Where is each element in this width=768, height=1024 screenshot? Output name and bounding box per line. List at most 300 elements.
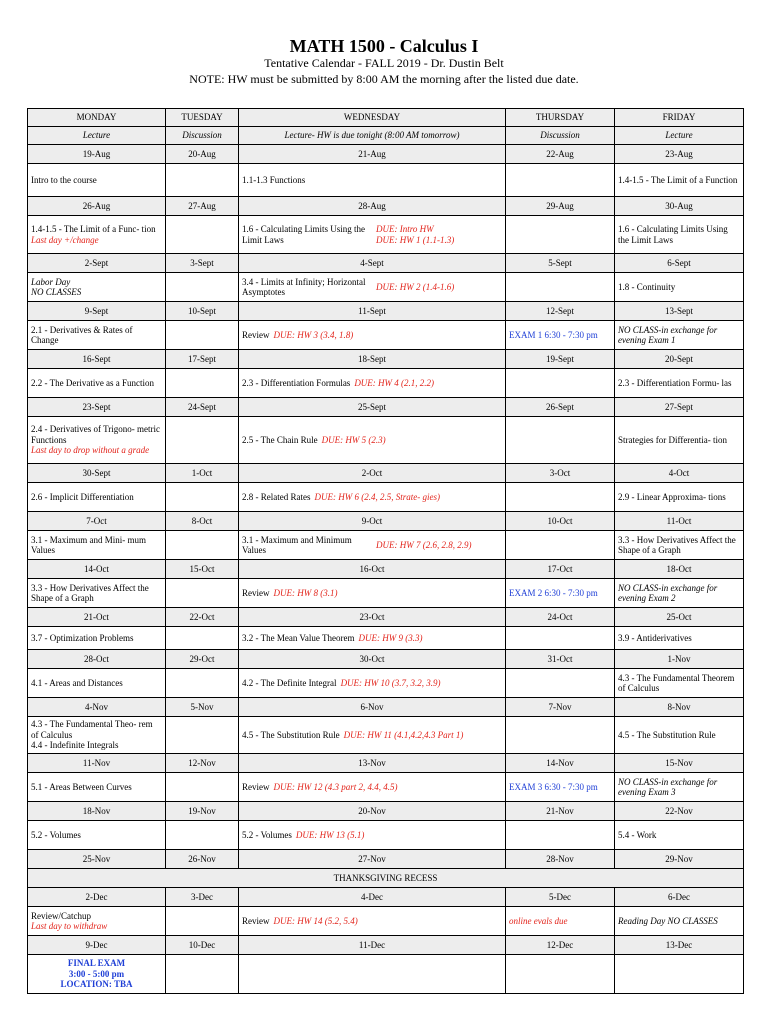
tuesday-topic-cell bbox=[166, 369, 239, 398]
cell-text: NO CLASS-in exchange for evening Exam 3 bbox=[618, 776, 718, 797]
date-cell: 21-Nov bbox=[506, 802, 615, 821]
due-line: DUE: HW 10 (3.7, 3.2, 3.9) bbox=[340, 677, 441, 688]
tuesday-final-cell bbox=[166, 955, 239, 994]
content-row bbox=[28, 369, 744, 398]
date-row bbox=[28, 650, 744, 669]
cell-text: EXAM 3 6:30 - 7:30 pm bbox=[509, 781, 598, 792]
monday-topic-cell bbox=[28, 773, 166, 802]
date-row bbox=[28, 398, 744, 417]
wednesday-topic-line bbox=[242, 916, 502, 926]
content-row bbox=[28, 627, 744, 650]
monday-topic-cell bbox=[28, 483, 166, 512]
date-row bbox=[28, 698, 744, 717]
wednesday-topic-cell bbox=[239, 579, 506, 608]
date-cell: 21-Aug bbox=[239, 145, 506, 164]
wednesday-topic-cell bbox=[239, 321, 506, 350]
date-cell: 11-Sept bbox=[239, 302, 506, 321]
content-row bbox=[28, 417, 744, 464]
date-cell: 26-Sept bbox=[506, 398, 615, 417]
date-cell: 3-Oct bbox=[506, 464, 615, 483]
date-row bbox=[28, 608, 744, 627]
cell-text: 4.5 - The Substitution Rule bbox=[618, 729, 716, 740]
monday-topic-cell bbox=[28, 273, 166, 302]
friday-topic-cell bbox=[615, 669, 744, 698]
date-cell: 8-Oct bbox=[166, 512, 239, 531]
cell-text: 5.4 - Work bbox=[618, 829, 657, 840]
cell-text: 3.9 - Antiderivatives bbox=[618, 632, 692, 643]
deadline-note: Last day +/change bbox=[31, 234, 99, 245]
monday-topic-cell bbox=[28, 321, 166, 350]
cell-text: 1.4-1.5 - The Limit of a Function bbox=[618, 174, 738, 185]
content-row bbox=[28, 216, 744, 254]
homework-due-note bbox=[274, 782, 503, 792]
date-cell: 28-Aug bbox=[239, 197, 506, 216]
date-cell: 3-Sept bbox=[166, 254, 239, 273]
thursday-topic-cell bbox=[506, 717, 615, 754]
monday-topic-cell bbox=[28, 627, 166, 650]
homework-due-note bbox=[274, 588, 503, 598]
date-cell: 17-Sept bbox=[166, 350, 239, 369]
topic-text: 4.2 - The Definite Integral bbox=[242, 677, 337, 688]
monday-topic-cell bbox=[28, 531, 166, 560]
date-cell: 20-Aug bbox=[166, 145, 239, 164]
content-row bbox=[28, 164, 744, 197]
tuesday-topic-cell bbox=[166, 717, 239, 754]
monday-topic-cell bbox=[28, 821, 166, 850]
date-cell: 15-Nov bbox=[615, 754, 744, 773]
date-cell: 30-Sept bbox=[28, 464, 166, 483]
date-cell: 8-Nov bbox=[615, 698, 744, 717]
thursday-final-cell bbox=[506, 955, 615, 994]
cell-text: NO CLASSES bbox=[31, 287, 82, 297]
content-row bbox=[28, 717, 744, 754]
content-row bbox=[28, 273, 744, 302]
date-cell: 27-Aug bbox=[166, 197, 239, 216]
cell-text: 3.3 - How Derivatives Affect the Shape of a Graph bbox=[31, 582, 149, 603]
tuesday-topic-cell bbox=[166, 627, 239, 650]
date-cell: 9-Dec bbox=[28, 936, 166, 955]
topic-text: 1.1-1.3 Functions bbox=[242, 174, 306, 185]
due-line: DUE: Intro HW bbox=[376, 224, 434, 235]
date-cell: 10-Sept bbox=[166, 302, 239, 321]
wednesday-topic-cell bbox=[239, 417, 506, 464]
thursday-topic-cell bbox=[506, 773, 615, 802]
date-cell: 6-Nov bbox=[239, 698, 506, 717]
cell-text: 2.4 - Derivatives of Trigono- metric Functions bbox=[31, 424, 160, 445]
date-row bbox=[28, 754, 744, 773]
topic-text: 2.5 - The Chain Rule bbox=[242, 434, 318, 445]
final-exam-line: 3:00 - 5:00 pm bbox=[68, 968, 125, 979]
wednesday-topic-cell bbox=[239, 483, 506, 512]
date-cell: 14-Oct bbox=[28, 560, 166, 579]
friday-final-cell bbox=[615, 955, 744, 994]
page-title: MATH 1500 - Calculus I bbox=[289, 36, 479, 56]
wednesday-topic-cell bbox=[239, 216, 506, 254]
date-row bbox=[28, 350, 744, 369]
wednesday-topic-line bbox=[242, 830, 502, 840]
thursday-topic-cell bbox=[506, 579, 615, 608]
date-cell: 27-Nov bbox=[239, 850, 506, 869]
date-cell: 22-Aug bbox=[506, 145, 615, 164]
date-cell: 1-Oct bbox=[166, 464, 239, 483]
thursday-topic-cell bbox=[506, 907, 615, 936]
deadline-note: Last day to drop without a grade bbox=[31, 445, 150, 456]
date-cell: 25-Oct bbox=[615, 608, 744, 627]
homework-due-note bbox=[314, 492, 502, 502]
date-cell: 31-Oct bbox=[506, 650, 615, 669]
date-cell: 6-Sept bbox=[615, 254, 744, 273]
date-cell: 23-Aug bbox=[615, 145, 744, 164]
date-cell: 12-Sept bbox=[506, 302, 615, 321]
wednesday-topic-line bbox=[242, 678, 502, 688]
date-row bbox=[28, 197, 744, 216]
homework-due-note bbox=[296, 830, 502, 840]
tuesday-topic-cell bbox=[166, 821, 239, 850]
date-cell: 17-Oct bbox=[506, 560, 615, 579]
cell-text: 4.3 - The Fundamental Theo- rem of Calculus bbox=[31, 719, 153, 740]
due-line: DUE: HW 6 (2.4, 2.5, Strate- gies) bbox=[314, 491, 440, 502]
cell-text: 4.4 - Indefinite Integrals bbox=[31, 740, 119, 751]
cell-text: 2.6 - Implicit Differentiation bbox=[31, 491, 134, 502]
date-row bbox=[28, 512, 744, 531]
friday-topic-cell bbox=[615, 483, 744, 512]
tuesday-topic-cell bbox=[166, 579, 239, 608]
cell-text: 1.6 - Calculating Limits Using the Limit Laws bbox=[618, 224, 728, 245]
tuesday-topic-cell bbox=[166, 773, 239, 802]
thursday-topic-cell bbox=[506, 273, 615, 302]
date-cell: 5-Sept bbox=[506, 254, 615, 273]
recess-row bbox=[28, 869, 744, 888]
due-line: DUE: HW 12 (4.3 part 2, 4.4, 4.5) bbox=[273, 781, 398, 792]
friday-topic-cell bbox=[615, 773, 744, 802]
wednesday-topic-line bbox=[242, 730, 502, 740]
date-cell: 3-Dec bbox=[166, 888, 239, 907]
date-cell: 1-Nov bbox=[615, 650, 744, 669]
due-line: DUE: HW 8 (3.1) bbox=[273, 587, 338, 598]
date-cell: 11-Nov bbox=[28, 754, 166, 773]
wednesday-topic-line bbox=[242, 277, 502, 298]
date-row bbox=[28, 254, 744, 273]
cell-text: 2.3 - Differentiation Formu- las bbox=[618, 377, 732, 388]
weekday-header-tuesday: TUESDAY bbox=[166, 109, 239, 127]
date-cell: 22-Oct bbox=[166, 608, 239, 627]
date-cell: 7-Nov bbox=[506, 698, 615, 717]
session-type-row bbox=[28, 127, 744, 145]
date-cell: 16-Oct bbox=[239, 560, 506, 579]
deadline-note: Last day to withdraw bbox=[31, 921, 108, 931]
wednesday-topic-line bbox=[242, 535, 502, 556]
topic-text: 2.8 - Related Rates bbox=[242, 491, 311, 502]
date-cell: 10-Oct bbox=[506, 512, 615, 531]
wednesday-topic-line bbox=[242, 175, 502, 185]
weekday-header-friday: FRIDAY bbox=[615, 109, 744, 127]
due-line: DUE: HW 14 (5.2, 5.4) bbox=[273, 915, 358, 926]
date-cell: 28-Oct bbox=[28, 650, 166, 669]
date-cell: 23-Sept bbox=[28, 398, 166, 417]
friday-topic-cell bbox=[615, 531, 744, 560]
cell-text: 4.1 - Areas and Distances bbox=[31, 677, 123, 688]
date-cell: 22-Nov bbox=[615, 802, 744, 821]
wednesday-topic-cell bbox=[239, 821, 506, 850]
content-row bbox=[28, 773, 744, 802]
date-cell: 2-Dec bbox=[28, 888, 166, 907]
thursday-topic-cell bbox=[506, 164, 615, 197]
thanksgiving-recess-cell: THANKSGIVING RECESS bbox=[28, 869, 744, 888]
date-cell: 9-Sept bbox=[28, 302, 166, 321]
friday-topic-cell bbox=[615, 417, 744, 464]
date-cell: 12-Dec bbox=[506, 936, 615, 955]
friday-topic-cell bbox=[615, 369, 744, 398]
topic-text: Review bbox=[242, 587, 270, 598]
cell-text: 5.2 - Volumes bbox=[31, 829, 81, 840]
friday-topic-cell bbox=[615, 321, 744, 350]
date-cell: 23-Oct bbox=[239, 608, 506, 627]
date-row bbox=[28, 302, 744, 321]
date-cell: 18-Oct bbox=[615, 560, 744, 579]
wednesday-topic-cell bbox=[239, 627, 506, 650]
tuesday-topic-cell bbox=[166, 669, 239, 698]
session-type-monday: Lecture bbox=[28, 127, 166, 145]
monday-topic-cell bbox=[28, 164, 166, 197]
friday-topic-cell bbox=[615, 579, 744, 608]
tuesday-topic-cell bbox=[166, 483, 239, 512]
topic-text: 3.2 - The Mean Value Theorem bbox=[242, 632, 355, 643]
tuesday-topic-cell bbox=[166, 216, 239, 254]
wednesday-topic-line bbox=[242, 378, 502, 388]
cell-text: Review/Catchup bbox=[31, 910, 91, 921]
date-cell: 9-Oct bbox=[239, 512, 506, 531]
tuesday-topic-cell bbox=[166, 164, 239, 197]
cell-text: 2.2 - The Derivative as a Function bbox=[31, 377, 155, 388]
date-cell: 20-Sept bbox=[615, 350, 744, 369]
thursday-topic-cell bbox=[506, 321, 615, 350]
topic-text: 3.4 - Limits at Infinity; Horizontal Asymptotes bbox=[242, 276, 366, 297]
monday-topic-cell bbox=[28, 907, 166, 936]
due-line: DUE: HW 5 (2.3) bbox=[321, 434, 386, 445]
thursday-topic-cell bbox=[506, 669, 615, 698]
wednesday-topic-line bbox=[242, 224, 502, 245]
cell-text: NO CLASS-in exchange for evening Exam 2 bbox=[618, 582, 718, 603]
date-cell: 4-Sept bbox=[239, 254, 506, 273]
thursday-topic-cell bbox=[506, 483, 615, 512]
tuesday-topic-cell bbox=[166, 907, 239, 936]
content-row bbox=[28, 321, 744, 350]
thursday-topic-cell bbox=[506, 531, 615, 560]
content-row bbox=[28, 821, 744, 850]
topic-text: Review bbox=[242, 329, 270, 340]
date-cell: 19-Sept bbox=[506, 350, 615, 369]
wednesday-topic-cell bbox=[239, 369, 506, 398]
cell-text: Reading Day NO CLASSES bbox=[618, 915, 718, 926]
date-cell: 5-Nov bbox=[166, 698, 239, 717]
date-row bbox=[28, 888, 744, 907]
date-cell: 18-Nov bbox=[28, 802, 166, 821]
homework-due-note bbox=[358, 633, 502, 643]
tuesday-topic-cell bbox=[166, 417, 239, 464]
date-cell: 29-Aug bbox=[506, 197, 615, 216]
monday-topic-cell bbox=[28, 717, 166, 754]
date-cell: 25-Sept bbox=[239, 398, 506, 417]
topic-text: Review bbox=[242, 781, 270, 792]
date-cell: 30-Oct bbox=[239, 650, 506, 669]
date-cell: 18-Sept bbox=[239, 350, 506, 369]
date-cell: 29-Nov bbox=[615, 850, 744, 869]
content-row bbox=[28, 669, 744, 698]
cell-text: 3.7 - Optimization Problems bbox=[31, 632, 134, 643]
topic-text: 4.5 - The Substitution Rule bbox=[242, 729, 340, 740]
monday-topic-cell bbox=[28, 417, 166, 464]
weekday-header-row bbox=[28, 109, 744, 127]
friday-topic-cell bbox=[615, 821, 744, 850]
date-cell: 26-Aug bbox=[28, 197, 166, 216]
monday-topic-cell bbox=[28, 216, 166, 254]
date-row bbox=[28, 145, 744, 164]
final-exam-cell bbox=[28, 955, 166, 994]
topic-text: 1.6 - Calculating Limits Using the Limit Laws bbox=[242, 224, 365, 245]
weekday-header-wednesday: WEDNESDAY bbox=[239, 109, 506, 127]
date-cell: 6-Dec bbox=[615, 888, 744, 907]
date-cell: 13-Sept bbox=[615, 302, 744, 321]
date-cell: 16-Sept bbox=[28, 350, 166, 369]
wednesday-topic-line bbox=[242, 588, 502, 598]
calendar-body bbox=[28, 109, 744, 994]
date-cell: 11-Dec bbox=[239, 936, 506, 955]
date-cell: 27-Sept bbox=[615, 398, 744, 417]
date-row bbox=[28, 802, 744, 821]
cell-text: EXAM 1 6:30 - 7:30 pm bbox=[509, 329, 598, 340]
topic-text: 2.3 - Differentiation Formulas bbox=[242, 377, 351, 388]
cell-text: Strategies for Differentia- tion bbox=[618, 434, 728, 445]
date-cell: 14-Nov bbox=[506, 754, 615, 773]
date-cell: 21-Oct bbox=[28, 608, 166, 627]
topic-text: Review bbox=[242, 915, 270, 926]
wednesday-topic-cell bbox=[239, 164, 506, 197]
wednesday-topic-cell bbox=[239, 273, 506, 302]
due-line: DUE: HW 4 (2.1, 2.2) bbox=[354, 377, 435, 388]
cell-text: NO CLASS-in exchange for evening Exam 1 bbox=[618, 324, 718, 345]
due-line: DUE: HW 2 (1.4-1.6) bbox=[376, 281, 455, 292]
topic-text: 3.1 - Maximum and Minimum Values bbox=[242, 534, 352, 555]
date-row bbox=[28, 936, 744, 955]
date-cell: 13-Nov bbox=[239, 754, 506, 773]
homework-due-note bbox=[341, 678, 502, 688]
wednesday-topic-cell bbox=[239, 907, 506, 936]
date-row bbox=[28, 850, 744, 869]
weekday-header-thursday: THURSDAY bbox=[506, 109, 615, 127]
session-type-thursday: Discussion bbox=[506, 127, 615, 145]
date-cell: 19-Aug bbox=[28, 145, 166, 164]
thursday-topic-cell bbox=[506, 821, 615, 850]
date-cell: 13-Dec bbox=[615, 936, 744, 955]
date-cell: 29-Oct bbox=[166, 650, 239, 669]
cell-text: EXAM 2 6:30 - 7:30 pm bbox=[509, 587, 598, 598]
cell-text: 3.3 - How Derivatives Affect the Shape of a Graph bbox=[618, 534, 736, 555]
content-row bbox=[28, 579, 744, 608]
cell-text: 2.1 - Derivatives & Rates of Change bbox=[31, 324, 133, 345]
thursday-topic-cell bbox=[506, 369, 615, 398]
session-type-wednesday: Lecture- HW is due tonight (8:00 AM tomorrow) bbox=[239, 127, 506, 145]
homework-due-note bbox=[376, 282, 502, 292]
friday-topic-cell bbox=[615, 717, 744, 754]
wednesday-topic-cell bbox=[239, 531, 506, 560]
submission-note: NOTE: HW must be submitted by 8:00 AM the morning after the listed due date. bbox=[189, 72, 579, 86]
cell-text: 2.9 - Linear Approxima- tions bbox=[618, 491, 726, 502]
cell-text: Intro to the course bbox=[31, 174, 97, 185]
date-cell: 4-Nov bbox=[28, 698, 166, 717]
date-cell: 12-Nov bbox=[166, 754, 239, 773]
wednesday-topic-line bbox=[242, 330, 502, 340]
wednesday-topic-cell bbox=[239, 717, 506, 754]
date-cell: 24-Sept bbox=[166, 398, 239, 417]
friday-topic-cell bbox=[615, 164, 744, 197]
date-row bbox=[28, 560, 744, 579]
final-exam-row bbox=[28, 955, 744, 994]
weekday-header-monday: MONDAY bbox=[28, 109, 166, 127]
homework-due-note bbox=[344, 730, 502, 740]
cell-text: 3.1 - Maximum and Mini- mum Values bbox=[31, 534, 146, 555]
homework-due-note bbox=[376, 224, 502, 245]
wednesday-final-cell bbox=[239, 955, 506, 994]
date-cell: 4-Dec bbox=[239, 888, 506, 907]
session-type-friday: Lecture bbox=[615, 127, 744, 145]
friday-topic-cell bbox=[615, 216, 744, 254]
homework-due-note bbox=[274, 330, 503, 340]
due-line: DUE: HW 1 (1.1-1.3) bbox=[376, 234, 455, 245]
due-line: DUE: HW 13 (5.1) bbox=[295, 829, 365, 840]
wednesday-topic-line bbox=[242, 633, 502, 643]
cell-text: 5.1 - Areas Between Curves bbox=[31, 781, 132, 792]
friday-topic-cell bbox=[615, 273, 744, 302]
friday-topic-cell bbox=[615, 907, 744, 936]
wednesday-topic-line bbox=[242, 435, 502, 445]
date-cell: 2-Sept bbox=[28, 254, 166, 273]
monday-topic-cell bbox=[28, 369, 166, 398]
thursday-topic-cell bbox=[506, 627, 615, 650]
wednesday-topic-cell bbox=[239, 773, 506, 802]
deadline-note: online evals due bbox=[509, 915, 568, 926]
date-cell: 15-Oct bbox=[166, 560, 239, 579]
tuesday-topic-cell bbox=[166, 531, 239, 560]
content-row bbox=[28, 483, 744, 512]
date-cell: 7-Oct bbox=[28, 512, 166, 531]
date-cell: 10-Dec bbox=[166, 936, 239, 955]
monday-topic-cell bbox=[28, 669, 166, 698]
date-cell: 26-Nov bbox=[166, 850, 239, 869]
thursday-topic-cell bbox=[506, 417, 615, 464]
page-subtitle: Tentative Calendar - FALL 2019 - Dr. Dustin Belt bbox=[264, 56, 504, 70]
final-exam-line: FINAL EXAM bbox=[67, 958, 126, 969]
cell-text: 1.4-1.5 - The Limit of a Func- tion bbox=[31, 224, 156, 235]
wednesday-topic-line bbox=[242, 492, 502, 502]
date-cell: 19-Nov bbox=[166, 802, 239, 821]
date-cell: 11-Oct bbox=[615, 512, 744, 531]
final-exam-line: LOCATION: TBA bbox=[60, 979, 133, 990]
date-cell: 4-Oct bbox=[615, 464, 744, 483]
cell-text: 1.8 - Continuity bbox=[618, 281, 676, 292]
content-row bbox=[28, 531, 744, 560]
homework-due-note bbox=[322, 435, 502, 445]
date-cell: 24-Oct bbox=[506, 608, 615, 627]
tuesday-topic-cell bbox=[166, 273, 239, 302]
due-line: DUE: HW 11 (4.1,4.2,4.3 Part 1) bbox=[343, 729, 464, 740]
friday-topic-cell bbox=[615, 627, 744, 650]
content-row bbox=[28, 907, 744, 936]
session-type-tuesday: Discussion bbox=[166, 127, 239, 145]
due-line: DUE: HW 9 (3.3) bbox=[358, 632, 423, 643]
wednesday-topic-line bbox=[242, 782, 502, 792]
date-cell: 2-Oct bbox=[239, 464, 506, 483]
homework-due-note bbox=[376, 540, 502, 550]
